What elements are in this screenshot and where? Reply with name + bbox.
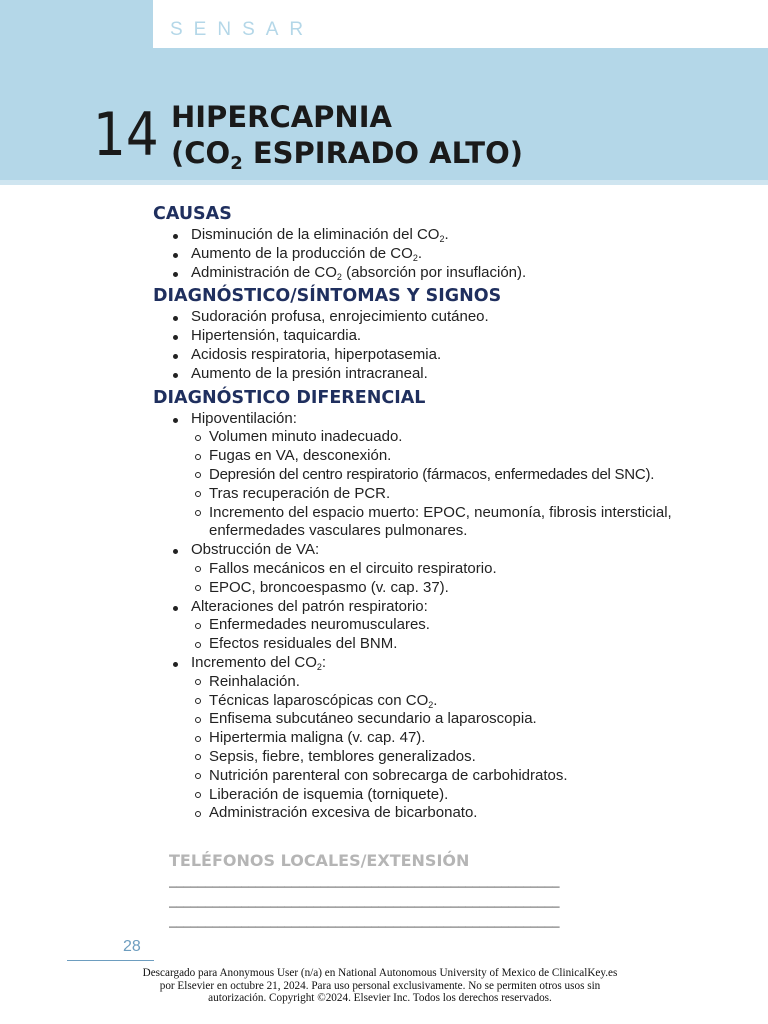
list-item-hipoventilacion: Hipoventilación: Volumen minuto inadecuado. Fugas en VA, desconexión. Depresión del centro respiratorio (fármacos, enfermedades del SNC). Tras recuperación de PCR. Incremento del espacio muerto: EPOC, neumonía, fibrosis intersticial, enfermedades vasculares pulmonares. xyxy=(191,410,733,542)
sublist-item: Enfermedades neuromusculares. xyxy=(209,616,733,635)
sublist-item: Técnicas laparoscópicas con $CO_2$. xyxy=(209,692,733,711)
phone-line-1: ______________________________________________________ xyxy=(169,873,560,888)
causas-list xyxy=(153,226,733,282)
sublist-item: Nutrición parenteral con sobrecarga de carbohidratos. xyxy=(209,767,733,786)
sublist xyxy=(191,673,733,823)
chapter-title xyxy=(171,99,523,174)
sublist-item: Administración excesiva de bicarbonato. xyxy=(209,804,733,823)
header-band-edge xyxy=(0,180,768,185)
title-rest: ESPIRADO ALTO) xyxy=(242,136,523,170)
list-item-obstruccion: Obstrucción de VA: Fallos mecánicos en el circuito respiratorio. EPOC, broncoespasmo (v. cap. 37). xyxy=(191,541,733,597)
sublist-item: Hipertermia maligna (v. cap. 47). xyxy=(209,729,733,748)
list-item-incremento-co2: Incremento del $CO_2$: Reinhalación. Técnicas laparoscópicas con $CO_2$. Enfisema subcutáneo secundario a laparoscopia. Hipertermia maligna (v. cap. 47). Sepsis, fiebre, temblores generalizados. Nutrición parenteral con sobrecarga de carbohidratos. Liberación de isquemia (torniquete). Administración excesiva de bicarbonato. xyxy=(191,654,733,823)
list-item: Acidosis respiratoria, hiperpotasemia. xyxy=(191,346,733,365)
sublist-item: Enfisema subcutáneo secundario a laparoscopia. xyxy=(209,710,733,729)
list-item: Hipertensión, taquicardia. xyxy=(191,327,733,346)
page-number-rule xyxy=(67,960,154,961)
section-heading-causas: CAUSAS xyxy=(153,204,232,224)
chapter-content xyxy=(153,202,733,825)
list-item: Aumento de la producción de $CO_2$. xyxy=(191,245,733,264)
sublist-item: Depresión del centro respiratorio (fármacos, enfermedades del SNC). xyxy=(209,466,733,485)
title-co: (CO xyxy=(171,136,231,170)
sublist-item: Volumen minuto inadecuado. xyxy=(209,428,733,447)
diagnostico-list xyxy=(153,308,733,383)
sublist-item: Incremento del espacio muerto: EPOC, neumonía, fibrosis intersticial, enfermedades vasculares pulmonares. xyxy=(209,504,733,542)
diferencial-list xyxy=(153,410,733,824)
phone-line-3: ______________________________________________________ xyxy=(169,913,560,928)
list-item: Disminución de la eliminación del $CO_2$. xyxy=(191,226,733,245)
phone-line-2: ______________________________________________________ xyxy=(169,893,560,908)
sublist-item: Fugas en VA, desconexión. xyxy=(209,447,733,466)
download-notice: Descargado para Anonymous User (n/a) en National Autonomous University of Mexico de ClinicalKey.es por Elsevier en octubre 21, 2024. Para uso personal exclusivamente. No se permiten otros usos sin autorización. Copyright ©2024. Elsevier Inc. Todos los derechos reservados. xyxy=(142,967,618,1005)
sublist xyxy=(191,616,733,654)
sublist-item: Sepsis, fiebre, temblores generalizados. xyxy=(209,748,733,767)
section-heading-diagnostico: DIAGNÓSTICO/SÍNTOMAS Y SIGNOS xyxy=(153,286,502,307)
brand-logo: SENSAR xyxy=(170,19,315,40)
phones-heading: TELÉFONOS LOCALES/EXTENSIÓN xyxy=(169,851,470,870)
sublist-item: Liberación de isquemia (torniquete). xyxy=(209,786,733,805)
list-item: Aumento de la presión intracraneal. xyxy=(191,365,733,384)
sublist-item: Fallos mecánicos en el circuito respiratorio. xyxy=(209,560,733,579)
list-item-alteraciones: Alteraciones del patrón respiratorio: Enfermedades neuromusculares. Efectos residuales del BNM. xyxy=(191,598,733,654)
sublist-item: EPOC, broncoespasmo (v. cap. 37). xyxy=(209,579,733,598)
list-item: Administración de $CO_2$ (absorción por insuflación). xyxy=(191,264,733,283)
section-heading-diferencial: DIAGNÓSTICO DIFERENCIAL xyxy=(153,387,426,408)
chapter-number: 14 xyxy=(93,100,159,170)
chapter-title-line1: HIPERCAPNIA xyxy=(171,100,392,134)
sublist xyxy=(191,560,733,598)
page-number: 28 xyxy=(123,938,141,955)
chapter-title-line2 xyxy=(171,135,523,174)
sublist-item: Reinhalación. xyxy=(209,673,733,692)
title-subscript: 2 xyxy=(230,153,243,174)
sublist-item: Tras recuperación de PCR. xyxy=(209,485,733,504)
sublist-item: Efectos residuales del BNM. xyxy=(209,635,733,654)
local-phones-section xyxy=(169,851,689,931)
sublist xyxy=(191,428,733,541)
list-item: Sudoración profusa, enrojecimiento cutáneo. xyxy=(191,308,733,327)
